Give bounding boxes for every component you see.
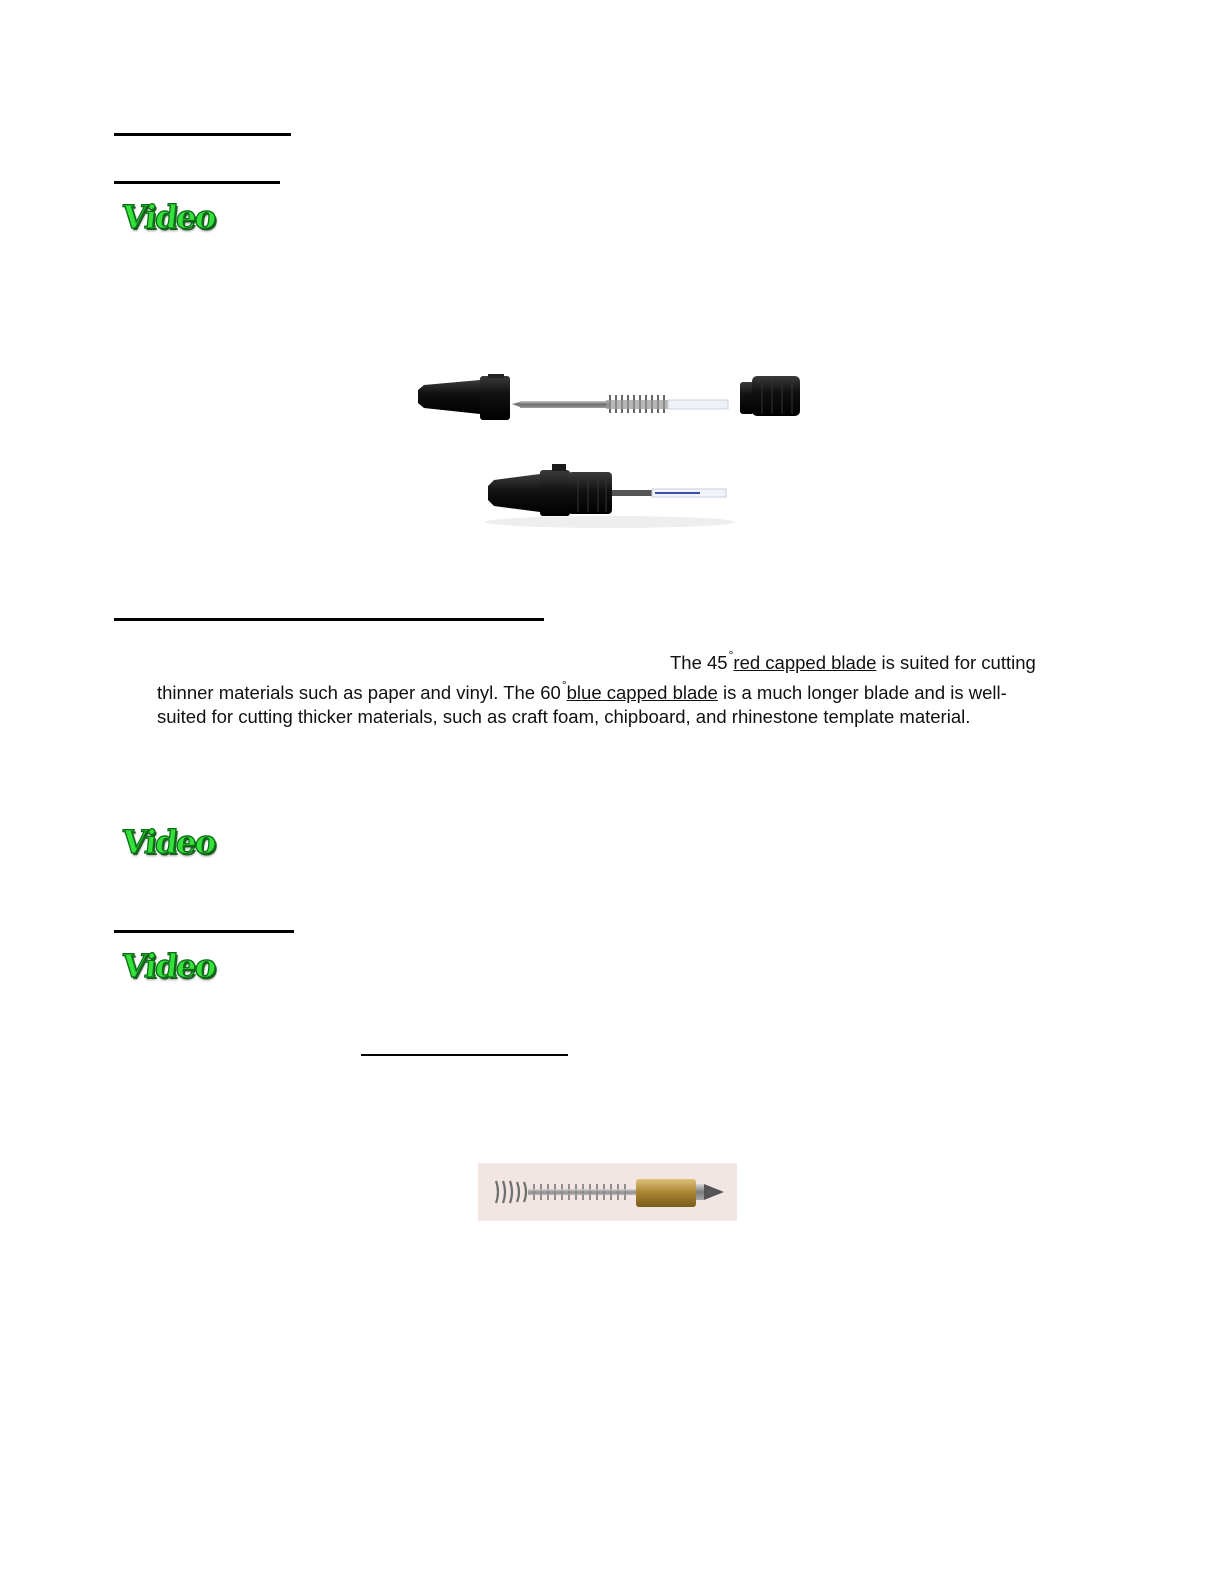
- degree-symbol: °: [728, 648, 734, 662]
- heading-rule-2: [114, 181, 280, 184]
- blade-paragraph-line-1: [670, 650, 1036, 678]
- blade-holder-assembled-photo: [480, 462, 740, 530]
- video-link-3[interactable]: Video: [120, 947, 217, 985]
- blade-holder-disassembled-photo: [410, 368, 810, 430]
- link-underline-rule: [361, 1054, 568, 1056]
- line1-prefix: The 45: [670, 652, 728, 673]
- blade-paragraph-line-3: [157, 704, 970, 730]
- red-capped-blade-link[interactable]: red capped blade: [733, 652, 877, 673]
- heading-rule-3: [114, 618, 544, 621]
- video-link-1[interactable]: Video: [120, 198, 217, 236]
- line2-prefix: thinner materials such as paper and vinyl. The 60: [157, 682, 561, 703]
- degree-symbol: °: [561, 678, 567, 692]
- video-link-2[interactable]: Video: [120, 823, 217, 861]
- spring-blade-photo: [478, 1163, 737, 1221]
- heading-rule-1: [114, 133, 291, 136]
- line3-text: suited for cutting thicker materials, such as craft foam, chipboard, and rhinestone template material.: [157, 706, 971, 727]
- line2-suffix: is a much longer blade and is well-: [717, 682, 1007, 703]
- line1-suffix: is suited for cutting: [876, 652, 1036, 673]
- heading-rule-4: [114, 930, 294, 933]
- blue-capped-blade-link[interactable]: blue capped blade: [566, 682, 718, 703]
